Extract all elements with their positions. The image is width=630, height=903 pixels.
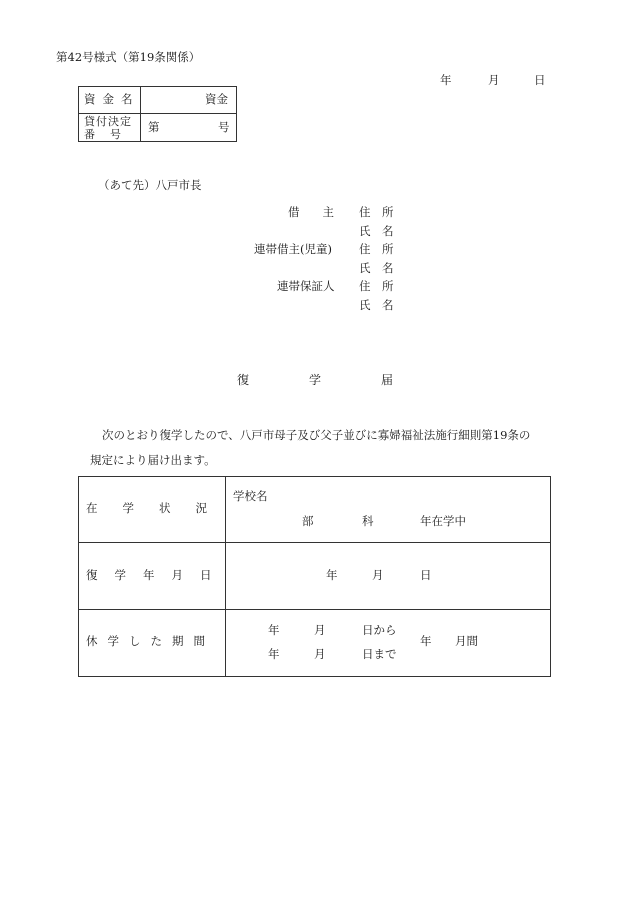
to-day: 日まで [362, 647, 397, 661]
decision-label-line1: 貸付決定 [84, 115, 132, 128]
main-table-row-divider-2 [78, 609, 551, 610]
party-field-address-3: 住 所 [359, 279, 394, 293]
row-enrollment-label: 在学状況 [86, 501, 232, 515]
body-line-1: 次のとおり復学したので、八戸市母子及び父子並びに寡婦福祉法施行細則第19条の [102, 428, 531, 442]
date-day: 日 [534, 73, 546, 87]
department-label: 部 [302, 514, 314, 528]
date-year: 年 [440, 73, 452, 87]
party-role-joint-borrower: 連帯借主(児童) [254, 242, 332, 256]
decision-suffix: 号 [218, 120, 230, 134]
return-month: 月 [372, 568, 384, 582]
to-month: 月 [314, 647, 326, 661]
fund-name-label-text: 資金名 [84, 92, 140, 106]
party-field-address-1: 住 所 [359, 205, 394, 219]
grade-label: 年在学中 [420, 514, 466, 528]
return-year: 年 [326, 568, 338, 582]
decision-label-line2: 番 号 [84, 128, 123, 141]
from-day: 日から [362, 623, 397, 637]
fund-name-label [84, 92, 140, 106]
fund-table-divider [78, 113, 237, 114]
duration-year: 年 [420, 634, 432, 648]
party-role-guarantor: 連帯保証人 [277, 279, 335, 293]
fund-name-value: 資金 [205, 92, 228, 106]
to-year: 年 [268, 647, 280, 661]
from-month: 月 [314, 623, 326, 637]
date-month: 月 [488, 73, 500, 87]
party-field-name-3: 氏 名 [359, 298, 394, 312]
party-role-borrower: 借 主 [288, 205, 334, 219]
row-leave-period-label: 休学した期間 [86, 634, 215, 648]
party-field-address-2: 住 所 [359, 242, 394, 256]
return-day: 日 [420, 568, 432, 582]
body-line-2: 規定により届け出ます。 [90, 453, 216, 467]
addressee: （あて先）八戸市長 [98, 178, 202, 192]
fund-table-col-divider [140, 86, 141, 142]
document-title: 復 学 届 [237, 373, 400, 387]
main-table-row-divider-1 [78, 542, 551, 543]
party-field-name-1: 氏 名 [359, 224, 394, 238]
course-label: 科 [362, 514, 374, 528]
decision-prefix: 第 [148, 120, 160, 134]
duration-month: 月間 [455, 634, 478, 648]
form-number: 第42号様式（第19条関係） [56, 50, 201, 64]
row-return-date-label: 復学年月日 [86, 568, 229, 582]
school-name-label: 学校名 [233, 489, 268, 503]
from-year: 年 [268, 623, 280, 637]
party-field-name-2: 氏 名 [359, 261, 394, 275]
